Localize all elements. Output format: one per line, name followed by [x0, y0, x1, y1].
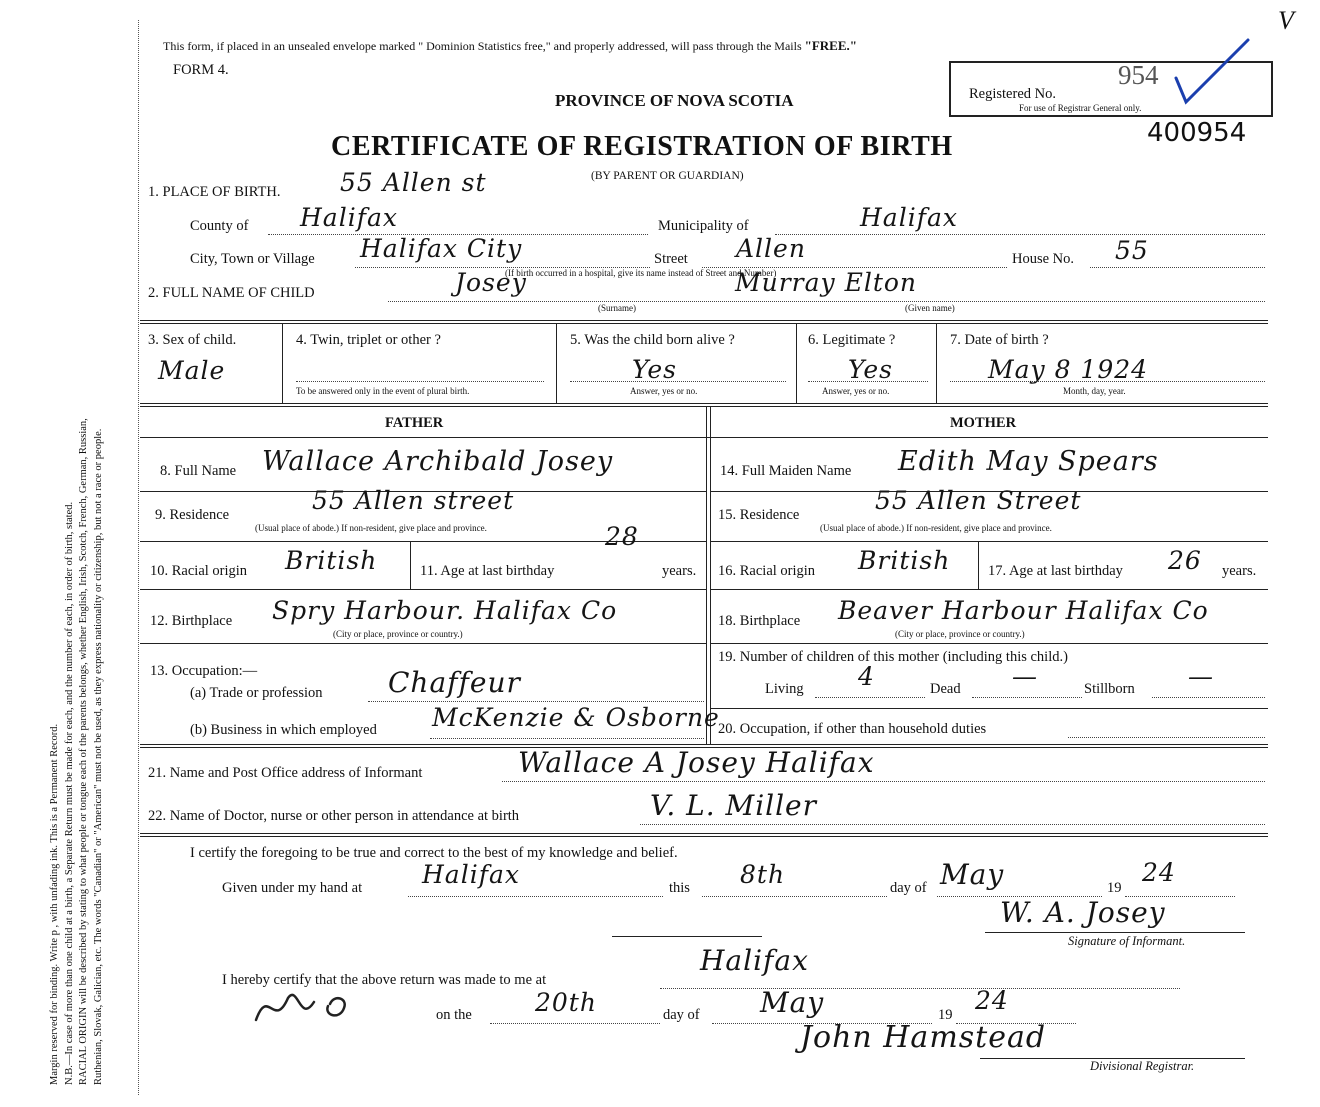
divisional-registrar-caption: Divisional Registrar.: [1090, 1059, 1195, 1073]
house-no-label: House No.: [1012, 251, 1075, 267]
given-year-value: 24: [1142, 858, 1176, 887]
surname-note: (Surname): [598, 303, 636, 313]
mother-birthplace-note: (City or place, province or country.): [895, 629, 1025, 639]
legitimate-value: Yes: [848, 355, 893, 384]
legitimate-label: 6. Legitimate ?: [808, 332, 896, 348]
informant-label: 21. Name and Post Office address of Informant: [148, 765, 423, 781]
given-name-note: (Given name): [905, 303, 955, 313]
given-day-value: 8th: [740, 860, 786, 889]
father-birthplace-value: Spry Harbour. Halifax Co: [272, 596, 618, 625]
postal-note-free: "FREE.": [804, 38, 857, 53]
corner-check-mark: V: [1278, 6, 1294, 35]
mother-maiden-name-value: Edith May Spears: [898, 446, 1159, 477]
margin-perforation: [138, 20, 139, 1095]
occupation-label: 13. Occupation:—: [150, 663, 258, 679]
registrar-initials-mark-icon: [248, 980, 388, 1030]
municipality-value: Halifax: [860, 203, 958, 232]
trade-value: Chaffeur: [388, 666, 521, 699]
informant-value: Wallace A Josey Halifax: [518, 746, 875, 779]
city-value: Halifax City: [360, 234, 523, 263]
binding-margin-notes: [48, 35, 106, 1085]
mother-years-label: years.: [1222, 563, 1257, 579]
father-birthplace-label: 12. Birthplace: [150, 613, 233, 629]
margin-note-2: N.B.—In case of more than one child at a birth, a Separate Return must be made for each, and the number of each, in order of birth, stated.: [63, 501, 75, 1085]
given-month-value: May: [940, 858, 1005, 891]
father-years-label: years.: [662, 563, 697, 579]
margin-note-4: Ruthenian, Slovak, Galician, etc. The words "Canadian" or "American" must not be used, as they express nationality or citizenship, but not a race or people.: [92, 428, 104, 1085]
margin-note-1: Margin reserved for binding. Write p , with unfading ink. This is a Permanent Record.: [49, 723, 60, 1085]
child-given-name-value: Murray Elton: [735, 268, 918, 297]
doctor-value: V. L. Miller: [650, 789, 818, 822]
street-value: Allen: [736, 234, 806, 263]
hospital-note: (If birth occurred in a hospital, give its name instead of Street and Number): [505, 268, 777, 278]
dob-label: 7. Date of birth ?: [950, 332, 1049, 348]
file-number: 400954: [1147, 118, 1247, 148]
certify-statement: I certify the foregoing to be true and correct to the best of my knowledge and belief.: [190, 845, 678, 861]
sex-label: 3. Sex of child.: [148, 332, 237, 348]
registered-year-value: 24: [975, 986, 1009, 1015]
mother-racial-origin-label: 16. Racial origin: [718, 563, 816, 579]
mother-age-label: 17. Age at last birthday: [988, 563, 1123, 579]
county-value: Halifax: [300, 203, 398, 232]
twin-note: To be answered only in the event of plural birth.: [296, 386, 470, 396]
mother-heading: MOTHER: [950, 415, 1017, 431]
place-of-birth-label: 1. PLACE OF BIRTH.: [148, 184, 281, 200]
mother-maiden-name-label: 14. Full Maiden Name: [720, 463, 852, 479]
father-residence-value: 55 Allen street: [312, 486, 515, 515]
living-label: Living: [765, 681, 804, 697]
registered-day-of-label: day of: [663, 1007, 700, 1023]
street-label: Street: [654, 251, 688, 267]
registered-month-value: May: [760, 986, 825, 1019]
mother-residence-label: 15. Residence: [718, 507, 800, 523]
page-subtitle: (BY PARENT OR GUARDIAN): [591, 170, 744, 182]
mother-racial-origin-value: British: [858, 546, 951, 575]
municipality-label: Municipality of: [658, 218, 749, 234]
signature-informant-caption: Signature of Informant.: [1068, 934, 1186, 948]
dead-value: —: [1012, 662, 1038, 691]
stillborn-label: Stillborn: [1084, 681, 1135, 697]
registrar-general-note: For use of Registrar General only.: [1019, 103, 1142, 113]
father-full-name-label: 8. Full Name: [160, 463, 237, 479]
city-label: City, Town or Village: [190, 251, 315, 267]
full-name-child-label: 2. FULL NAME OF CHILD: [148, 285, 315, 301]
doctor-label: 22. Name of Doctor, nurse or other person in attendance at birth: [148, 808, 520, 824]
house-no-value: 55: [1115, 236, 1149, 265]
place-of-birth-value: 55 Allen st: [340, 168, 487, 197]
stillborn-value: —: [1188, 662, 1214, 691]
father-heading: FATHER: [385, 415, 444, 431]
blue-check-icon: [1170, 36, 1252, 108]
given-under-label: Given under my hand at: [222, 880, 363, 896]
father-full-name-value: Wallace Archibald Josey: [262, 446, 614, 477]
father-age-value: 28: [605, 522, 639, 551]
registered-number: 954: [1118, 60, 1159, 90]
father-age-label: 11. Age at last birthday: [420, 563, 555, 579]
twin-label: 4. Twin, triplet or other ?: [296, 332, 441, 348]
living-value: 4: [858, 662, 875, 691]
registrar-signature: John Hamstead: [800, 1020, 1047, 1055]
dob-note: Month, day, year.: [1063, 386, 1126, 396]
registered-day-value: 20th: [535, 988, 597, 1017]
father-residence-label: 9. Residence: [155, 507, 230, 523]
dead-label: Dead: [930, 681, 961, 697]
this-label: this: [669, 880, 690, 896]
mother-abode-note: (Usual place of abode.) If non-resident, give place and province.: [820, 523, 1052, 533]
father-birthplace-note: (City or place, province or country.): [333, 629, 463, 639]
dob-value: May 8 1924: [988, 355, 1149, 384]
children-count-label: 19. Number of children of this mother (including this child.): [718, 649, 1068, 665]
business-label: (b) Business in which employed: [190, 722, 377, 738]
alive-value: Yes: [632, 355, 677, 384]
mother-residence-value: 55 Allen Street: [875, 486, 1082, 515]
given-at-value: Halifax: [422, 860, 520, 889]
mother-birthplace-value: Beaver Harbour Halifax Co: [838, 596, 1209, 625]
sex-value: Male: [158, 356, 226, 385]
father-racial-origin-value: British: [285, 546, 378, 575]
business-value: McKenzie & Osborne: [432, 703, 720, 732]
mother-birthplace-label: 18. Birthplace: [718, 613, 801, 629]
page-title: CERTIFICATE OF REGISTRATION OF BIRTH: [331, 131, 953, 162]
day-of-label: day of: [890, 880, 927, 896]
margin-note-3: RACIAL ORIGIN will be described by stating to what people or tongue each of the parents belongs, whether English, Irish, Scotch, French, German, Russian,: [78, 418, 90, 1085]
legitimate-note: Answer, yes or no.: [822, 386, 890, 396]
form-number: FORM 4.: [173, 62, 229, 78]
father-abode-note: (Usual place of abode.) If non-resident, give place and province.: [255, 523, 487, 533]
hereby-certify-label: I hereby certify that the above return was made to me at: [222, 972, 547, 988]
province-heading: PROVINCE OF NOVA SCOTIA: [555, 91, 794, 110]
given-year-prefix: 19: [1107, 880, 1122, 896]
trade-label: (a) Trade or profession: [190, 685, 323, 701]
mother-age-value: 26: [1168, 546, 1202, 575]
postal-note: This form, if placed in an unsealed envelope marked " Dominion Statistics free," and properly addressed, will pass through the Mails "FREE.": [163, 38, 857, 53]
registered-at-value: Halifax: [700, 944, 809, 977]
county-label: County of: [190, 218, 249, 234]
father-racial-origin-label: 10. Racial origin: [150, 563, 248, 579]
on-the-label: on the: [436, 1007, 472, 1023]
alive-label: 5. Was the child born alive ?: [570, 332, 735, 348]
registered-label: Registered No.: [969, 86, 1056, 102]
child-surname-value: Josey: [455, 268, 527, 297]
informant-signature: W. A. Josey: [1000, 896, 1166, 929]
mother-occupation-label: 20. Occupation, if other than household duties: [718, 721, 987, 737]
registered-year-prefix: 19: [938, 1007, 953, 1023]
alive-note: Answer, yes or no.: [630, 386, 698, 396]
